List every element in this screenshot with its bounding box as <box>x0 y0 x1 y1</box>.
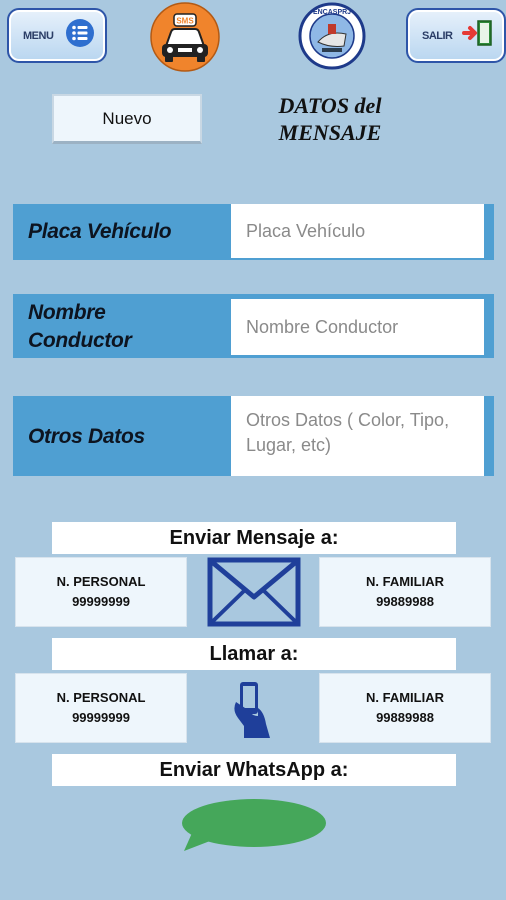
driver-label <box>28 299 131 355</box>
taxi-logo-text: SMS <box>176 16 194 26</box>
call-personal-label: N. PERSONAL <box>56 690 146 705</box>
new-button[interactable]: Nuevo <box>52 94 202 144</box>
driver-label-line1: Nombre <box>28 301 106 324</box>
call-header: Llamar a: <box>52 638 456 670</box>
sms-personal-label: N. PERSONAL <box>56 574 146 589</box>
sms-family-label: N. FAMILIAR <box>366 574 444 589</box>
other-data-label: Otros Datos <box>28 425 145 448</box>
driver-label-line2: Conductor <box>28 329 132 352</box>
form-title <box>240 92 420 146</box>
phone-in-hand-icon[interactable] <box>230 680 276 740</box>
send-message-header: Enviar Mensaje a: <box>52 522 456 554</box>
call-personal-button[interactable] <box>15 673 187 743</box>
driver-input[interactable] <box>231 299 484 355</box>
menu-button-label: MENU <box>23 29 54 42</box>
sms-personal-number: 99999999 <box>72 594 130 609</box>
institution-seal-logo <box>298 2 366 70</box>
envelope-icon[interactable] <box>207 557 301 627</box>
whatsapp-header: Enviar WhatsApp a: <box>52 754 456 786</box>
exit-door-icon <box>462 18 494 53</box>
list-icon <box>65 18 95 53</box>
call-family-number: 99889988 <box>376 710 434 725</box>
exit-button[interactable] <box>406 8 506 63</box>
call-family-label: N. FAMILIAR <box>366 690 444 705</box>
exit-button-label: SALIR <box>422 29 453 42</box>
call-personal-number: 99999999 <box>72 710 130 725</box>
taxi-logo <box>150 2 220 72</box>
sms-family-button[interactable] <box>319 557 491 627</box>
menu-button[interactable] <box>7 8 107 63</box>
whatsapp-bubble-icon[interactable] <box>180 797 328 855</box>
plate-row <box>13 204 494 260</box>
sms-personal-button[interactable] <box>15 557 187 627</box>
driver-row <box>13 294 494 358</box>
plate-input[interactable] <box>231 204 484 258</box>
call-family-button[interactable] <box>319 673 491 743</box>
other-data-row <box>13 396 494 476</box>
sms-family-number: 99889988 <box>376 594 434 609</box>
form-title-line1: DATOS del <box>278 93 382 118</box>
other-data-input[interactable] <box>231 396 484 476</box>
form-title-line2: MENSAJE <box>278 120 382 145</box>
plate-label: Placa Vehículo <box>28 220 172 243</box>
seal-text: ENCASPRJ <box>312 9 352 16</box>
